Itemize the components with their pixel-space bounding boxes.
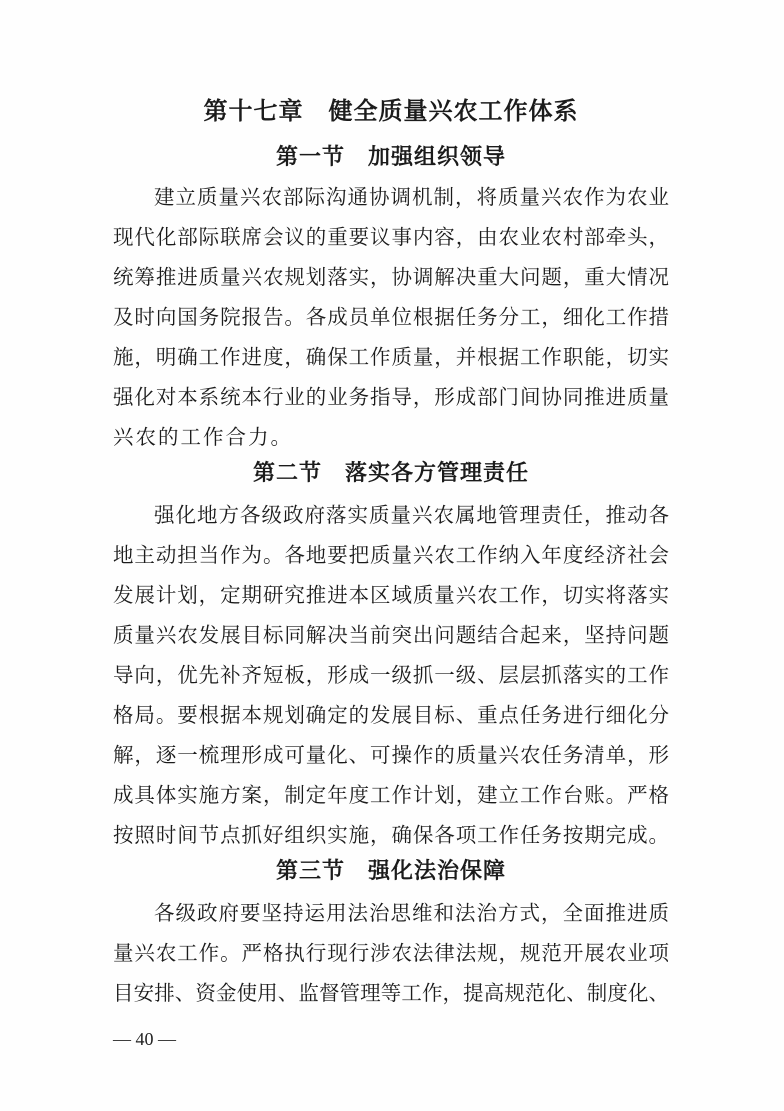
body-line: 统筹推进质量兴农规划落实，协调解决重大问题，重大情况: [113, 267, 669, 289]
body-line: 量兴农工作。严格执行现行涉农法律法规，规范开展农业项: [113, 943, 669, 965]
chapter-title: 第十七章 健全质量兴农工作体系: [203, 99, 579, 125]
section-title-3: 第三节 强化法治保障: [275, 858, 506, 883]
paragraph-1: [113, 178, 669, 458]
body-line: 成具体实施方案，制定年度工作计划，建立工作台账。严格: [113, 785, 669, 807]
page-content: [113, 0, 669, 1050]
body-line: 兴农的工作合力。: [113, 427, 293, 449]
body-line: 解，逐一梳理形成可量化、可操作的质量兴农任务清单，形: [113, 745, 669, 767]
body-line: 建立质量兴农部际沟通协调机制，将质量兴农作为农业: [154, 187, 669, 209]
body-line: 强化地方各级政府落实质量兴农属地管理责任，推动各: [154, 505, 669, 527]
body-line: 各级政府要坚持运用法治思维和法治方式，全面推进质: [154, 903, 669, 925]
body-line: 强化对本系统本行业的业务指导，形成部门间协同推进质量: [113, 387, 669, 409]
body-line: 及时向国务院报告。各成员单位根据任务分工，细化工作措: [113, 307, 669, 329]
paragraph-3: [113, 894, 669, 1014]
body-line: 格局。要根据本规划确定的发展目标、重点任务进行细化分: [113, 705, 669, 727]
body-line: 施，明确工作进度，确保工作质量，并根据工作职能，切实: [113, 347, 669, 369]
body-line: 按照时间节点抓好组织实施，确保各项工作任务按期完成。: [113, 825, 669, 847]
body-line: 现代化部际联席会议的重要议事内容，由农业农村部牵头，: [113, 227, 669, 249]
body-line: 地主动担当作为。各地要把质量兴农工作纳入年度经济社会: [113, 545, 669, 567]
body-line: 发展计划，定期研究推进本区域质量兴农工作，切实将落实: [113, 585, 669, 607]
paragraph-2: [113, 496, 669, 856]
page-number: — 40 —: [113, 1029, 176, 1049]
body-line: 导向，优先补齐短板，形成一级抓一级、层层抓落实的工作: [113, 665, 669, 687]
section-title-2: 第二节 落实各方管理责任: [252, 460, 529, 485]
section-title-1: 第一节 加强组织领导: [275, 144, 506, 169]
body-line: 质量兴农发展目标同解决当前突出问题结合起来，坚持问题: [113, 625, 669, 647]
body-line: 目安排、资金使用、监督管理等工作，提高规范化、制度化、: [113, 983, 669, 1005]
